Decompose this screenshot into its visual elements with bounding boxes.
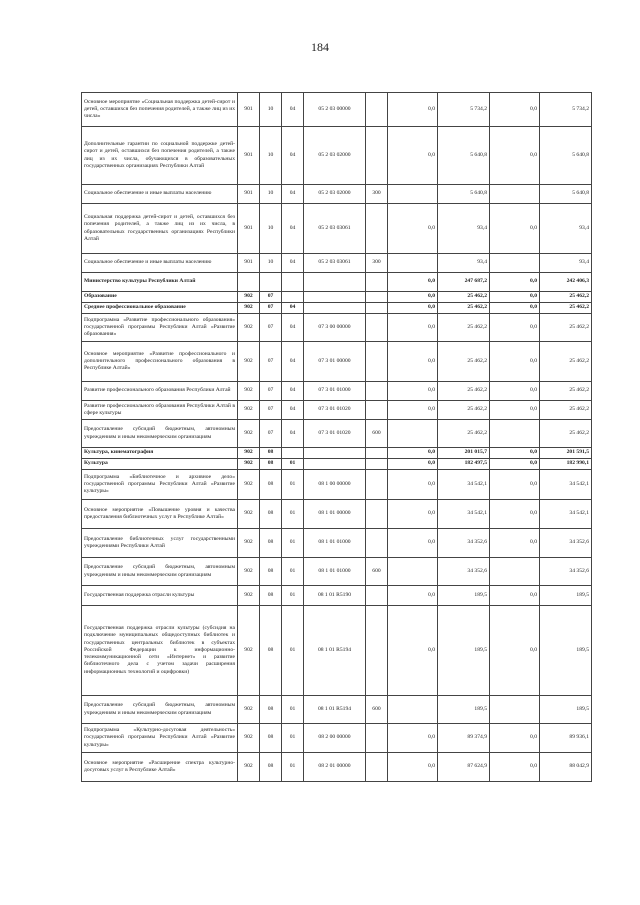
target-article-cell bbox=[304, 448, 366, 459]
target-article-cell: 05 2 03 02000 bbox=[304, 185, 366, 204]
expense-type-cell bbox=[366, 314, 388, 342]
subsection-code-cell: 04 bbox=[282, 303, 304, 314]
section-code-cell: 08 bbox=[260, 606, 282, 696]
ved-code-cell: 902 bbox=[238, 314, 260, 342]
subsection-code-cell: 04 bbox=[282, 204, 304, 254]
amount-cell-2: 25 462,2 bbox=[438, 401, 490, 420]
table-row bbox=[82, 529, 592, 558]
table-row bbox=[82, 382, 592, 401]
table-row bbox=[82, 292, 592, 303]
amount-cell-3: 0,0 bbox=[490, 292, 540, 303]
amount-cell-1: 0,0 bbox=[388, 342, 438, 382]
amount-cell-4: 25 462,2 bbox=[540, 401, 592, 420]
target-article-cell: 08 2 00 00000 bbox=[304, 724, 366, 753]
table-row bbox=[82, 273, 592, 292]
expense-type-cell: 300 bbox=[366, 185, 388, 204]
row-name-cell: Социальное обеспечение и иные выплаты населению bbox=[82, 185, 238, 204]
section-code-cell: 08 bbox=[260, 500, 282, 529]
target-article-cell bbox=[304, 292, 366, 303]
subsection-code-cell: 01 bbox=[282, 724, 304, 753]
expense-type-cell: 300 bbox=[366, 254, 388, 273]
ved-code-cell: 901 bbox=[238, 127, 260, 185]
ved-code-cell: 902 bbox=[238, 606, 260, 696]
expense-type-cell bbox=[366, 303, 388, 314]
table-row bbox=[82, 254, 592, 273]
amount-cell-1: 0,0 bbox=[388, 459, 438, 470]
row-name-cell: Основное мероприятие «Расширение спектра культурно-досуговых услуг в Республике Алтай» bbox=[82, 753, 238, 782]
section-code-cell: 08 bbox=[260, 586, 282, 606]
subsection-code-cell: 04 bbox=[282, 185, 304, 204]
target-article-cell bbox=[304, 459, 366, 470]
section-code-cell: 10 bbox=[260, 93, 282, 127]
ved-code-cell: 902 bbox=[238, 292, 260, 303]
expense-type-cell bbox=[366, 292, 388, 303]
amount-cell-4: 25 462,2 bbox=[540, 303, 592, 314]
subsection-code-cell bbox=[282, 292, 304, 303]
subsection-code-cell: 04 bbox=[282, 401, 304, 420]
amount-cell-4: 88 042,9 bbox=[540, 753, 592, 782]
ved-code-cell: 902 bbox=[238, 586, 260, 606]
amount-cell-1: 0,0 bbox=[388, 500, 438, 529]
amount-cell-1 bbox=[388, 696, 438, 724]
ved-code-cell: 902 bbox=[238, 529, 260, 558]
subsection-code-cell: 01 bbox=[282, 558, 304, 586]
amount-cell-2: 89 374,9 bbox=[438, 724, 490, 753]
amount-cell-1: 0,0 bbox=[388, 606, 438, 696]
amount-cell-4: 201 591,5 bbox=[540, 448, 592, 459]
table-row bbox=[82, 127, 592, 185]
ved-code-cell: 901 bbox=[238, 204, 260, 254]
amount-cell-4: 5 734,2 bbox=[540, 93, 592, 127]
row-name-cell: Государственная поддержка отрасли культуры bbox=[82, 586, 238, 606]
subsection-code-cell: 04 bbox=[282, 93, 304, 127]
amount-cell-4: 182 990,1 bbox=[540, 459, 592, 470]
target-article-cell: 08 2 01 00000 bbox=[304, 753, 366, 782]
target-article-cell bbox=[304, 273, 366, 292]
amount-cell-1: 0,0 bbox=[388, 204, 438, 254]
section-code-cell: 07 bbox=[260, 420, 282, 448]
amount-cell-4: 242 406,3 bbox=[540, 273, 592, 292]
expense-type-cell bbox=[366, 382, 388, 401]
amount-cell-2: 247 687,2 bbox=[438, 273, 490, 292]
amount-cell-2: 25 462,2 bbox=[438, 342, 490, 382]
target-article-cell: 07 3 01 01020 bbox=[304, 420, 366, 448]
subsection-code-cell: 04 bbox=[282, 420, 304, 448]
amount-cell-2: 93,4 bbox=[438, 254, 490, 273]
subsection-code-cell bbox=[282, 273, 304, 292]
amount-cell-4: 34 542,1 bbox=[540, 500, 592, 529]
amount-cell-3: 0,0 bbox=[490, 448, 540, 459]
row-name-cell: Образование bbox=[82, 292, 238, 303]
row-name-cell: Основное мероприятие «Повышение уровня и качества предоставления библиотечных услуг в Республике Алтай» bbox=[82, 500, 238, 529]
amount-cell-3 bbox=[490, 558, 540, 586]
amount-cell-2: 93,4 bbox=[438, 204, 490, 254]
amount-cell-4: 25 462,2 bbox=[540, 314, 592, 342]
section-code-cell: 07 bbox=[260, 303, 282, 314]
subsection-code-cell: 01 bbox=[282, 696, 304, 724]
expense-type-cell bbox=[366, 93, 388, 127]
table-row bbox=[82, 724, 592, 753]
target-article-cell: 08 1 01 R5190 bbox=[304, 586, 366, 606]
subsection-code-cell: 01 bbox=[282, 459, 304, 470]
amount-cell-4: 34 542,1 bbox=[540, 470, 592, 500]
expense-type-cell bbox=[366, 724, 388, 753]
amount-cell-3: 0,0 bbox=[490, 586, 540, 606]
ved-code-cell: 902 bbox=[238, 558, 260, 586]
row-name-cell: Социальное обеспечение и иные выплаты населению bbox=[82, 254, 238, 273]
ved-code-cell bbox=[238, 273, 260, 292]
subsection-code-cell: 01 bbox=[282, 470, 304, 500]
amount-cell-1 bbox=[388, 185, 438, 204]
expense-type-cell bbox=[366, 273, 388, 292]
table-row bbox=[82, 753, 592, 782]
amount-cell-2: 182 497,5 bbox=[438, 459, 490, 470]
table-row bbox=[82, 586, 592, 606]
amount-cell-2: 201 015,7 bbox=[438, 448, 490, 459]
ved-code-cell: 902 bbox=[238, 696, 260, 724]
amount-cell-3: 0,0 bbox=[490, 470, 540, 500]
amount-cell-1: 0,0 bbox=[388, 314, 438, 342]
amount-cell-2: 87 624,9 bbox=[438, 753, 490, 782]
ved-code-cell: 901 bbox=[238, 93, 260, 127]
expense-type-cell bbox=[366, 500, 388, 529]
target-article-cell: 07 3 01 00000 bbox=[304, 342, 366, 382]
table-row bbox=[82, 500, 592, 529]
amount-cell-1: 0,0 bbox=[388, 753, 438, 782]
ved-code-cell: 902 bbox=[238, 342, 260, 382]
amount-cell-3: 0,0 bbox=[490, 459, 540, 470]
target-article-cell: 08 1 01 00000 bbox=[304, 500, 366, 529]
amount-cell-1 bbox=[388, 558, 438, 586]
target-article-cell: 05 2 03 03061 bbox=[304, 254, 366, 273]
amount-cell-1: 0,0 bbox=[388, 448, 438, 459]
amount-cell-4: 25 462,2 bbox=[540, 382, 592, 401]
subsection-code-cell: 01 bbox=[282, 606, 304, 696]
amount-cell-1: 0,0 bbox=[388, 470, 438, 500]
amount-cell-3: 0,0 bbox=[490, 303, 540, 314]
amount-cell-1: 0,0 bbox=[388, 382, 438, 401]
amount-cell-2: 34 352,6 bbox=[438, 529, 490, 558]
target-article-cell: 05 2 03 02000 bbox=[304, 127, 366, 185]
subsection-code-cell: 01 bbox=[282, 500, 304, 529]
subsection-code-cell: 04 bbox=[282, 342, 304, 382]
row-name-cell: Предоставление библиотечных услуг государственными учреждениями Республики Алтай bbox=[82, 529, 238, 558]
section-code-cell: 10 bbox=[260, 185, 282, 204]
row-name-cell: Развитие профессионального образования Республики Алтай в сфере культуры bbox=[82, 401, 238, 420]
table-row bbox=[82, 558, 592, 586]
expense-type-cell bbox=[366, 127, 388, 185]
amount-cell-2: 25 462,2 bbox=[438, 382, 490, 401]
amount-cell-4: 93,4 bbox=[540, 254, 592, 273]
target-article-cell: 08 1 00 00000 bbox=[304, 470, 366, 500]
ved-code-cell: 902 bbox=[238, 470, 260, 500]
expense-type-cell bbox=[366, 401, 388, 420]
subsection-code-cell bbox=[282, 448, 304, 459]
amount-cell-3 bbox=[490, 185, 540, 204]
section-code-cell: 08 bbox=[260, 753, 282, 782]
amount-cell-3: 0,0 bbox=[490, 401, 540, 420]
table-row bbox=[82, 606, 592, 696]
table-row bbox=[82, 185, 592, 204]
table-row bbox=[82, 342, 592, 382]
amount-cell-4: 34 352,6 bbox=[540, 529, 592, 558]
amount-cell-3: 0,0 bbox=[490, 382, 540, 401]
amount-cell-2: 5 640,8 bbox=[438, 127, 490, 185]
amount-cell-1: 0,0 bbox=[388, 529, 438, 558]
section-code-cell: 08 bbox=[260, 529, 282, 558]
table-row bbox=[82, 401, 592, 420]
table-row bbox=[82, 470, 592, 500]
amount-cell-2: 25 462,2 bbox=[438, 420, 490, 448]
amount-cell-1: 0,0 bbox=[388, 724, 438, 753]
expense-type-cell: 600 bbox=[366, 558, 388, 586]
amount-cell-2: 34 542,1 bbox=[438, 500, 490, 529]
expense-type-cell bbox=[366, 529, 388, 558]
section-code-cell: 07 bbox=[260, 314, 282, 342]
amount-cell-1: 0,0 bbox=[388, 401, 438, 420]
row-name-cell: Основное мероприятие «Социальная поддержка детей-сирот и детей, оставшихся без попечения родителей, а также лиц из их числа» bbox=[82, 93, 238, 127]
amount-cell-1: 0,0 bbox=[388, 93, 438, 127]
amount-cell-1: 0,0 bbox=[388, 273, 438, 292]
section-code-cell: 10 bbox=[260, 204, 282, 254]
section-code-cell: 07 bbox=[260, 382, 282, 401]
section-code-cell: 07 bbox=[260, 401, 282, 420]
section-code-cell: 08 bbox=[260, 558, 282, 586]
amount-cell-4: 189,5 bbox=[540, 696, 592, 724]
target-article-cell: 08 1 01 R5194 bbox=[304, 606, 366, 696]
amount-cell-4: 25 462,2 bbox=[540, 292, 592, 303]
subsection-code-cell: 04 bbox=[282, 254, 304, 273]
table-row bbox=[82, 459, 592, 470]
expense-type-cell bbox=[366, 448, 388, 459]
expense-type-cell: 600 bbox=[366, 696, 388, 724]
ved-code-cell: 902 bbox=[238, 500, 260, 529]
section-code-cell: 08 bbox=[260, 470, 282, 500]
amount-cell-3: 0,0 bbox=[490, 314, 540, 342]
amount-cell-3 bbox=[490, 420, 540, 448]
subsection-code-cell: 01 bbox=[282, 586, 304, 606]
amount-cell-1 bbox=[388, 420, 438, 448]
section-code-cell: 10 bbox=[260, 127, 282, 185]
amount-cell-3: 0,0 bbox=[490, 500, 540, 529]
amount-cell-1: 0,0 bbox=[388, 586, 438, 606]
row-name-cell: Предоставление субсидий бюджетным, автономным учреждениям и иным некоммерческим организациям bbox=[82, 696, 238, 724]
ved-code-cell: 902 bbox=[238, 448, 260, 459]
amount-cell-3 bbox=[490, 696, 540, 724]
row-name-cell: Государственная поддержка отрасли культуры (субсидия на подключение муниципальных общедоступных библиотек и государственных центральных библиотек в субъектах Российской Федерации к информационно-телекоммуникационной сети «Интернет» и развитие библиотечного дела с учетом задачи расширения информационных технологий и оцифровки) bbox=[82, 606, 238, 696]
amount-cell-4: 93,4 bbox=[540, 204, 592, 254]
section-code-cell: 08 bbox=[260, 459, 282, 470]
amount-cell-2: 189,5 bbox=[438, 586, 490, 606]
table-row bbox=[82, 314, 592, 342]
ved-code-cell: 902 bbox=[238, 382, 260, 401]
ved-code-cell: 902 bbox=[238, 303, 260, 314]
target-article-cell: 08 1 01 01000 bbox=[304, 558, 366, 586]
amount-cell-2: 25 462,2 bbox=[438, 292, 490, 303]
amount-cell-2: 5 640,8 bbox=[438, 185, 490, 204]
target-article-cell: 08 1 01 R5194 bbox=[304, 696, 366, 724]
amount-cell-3: 0,0 bbox=[490, 724, 540, 753]
ved-code-cell: 901 bbox=[238, 185, 260, 204]
expense-type-cell bbox=[366, 606, 388, 696]
amount-cell-2: 34 542,1 bbox=[438, 470, 490, 500]
ved-code-cell: 902 bbox=[238, 724, 260, 753]
amount-cell-3: 0,0 bbox=[490, 127, 540, 185]
amount-cell-3 bbox=[490, 254, 540, 273]
amount-cell-1: 0,0 bbox=[388, 303, 438, 314]
amount-cell-3: 0,0 bbox=[490, 204, 540, 254]
section-code-cell: 08 bbox=[260, 724, 282, 753]
row-name-cell: Подпрограмма «Развитие профессионального образования» государственной программы Республики Алтай «Развитие образования» bbox=[82, 314, 238, 342]
amount-cell-4: 5 640,8 bbox=[540, 185, 592, 204]
amount-cell-4: 5 640,8 bbox=[540, 127, 592, 185]
table-row bbox=[82, 93, 592, 127]
table-row bbox=[82, 303, 592, 314]
expense-type-cell bbox=[366, 459, 388, 470]
section-code-cell: 08 bbox=[260, 448, 282, 459]
expense-type-cell bbox=[366, 342, 388, 382]
ved-code-cell: 902 bbox=[238, 420, 260, 448]
expense-type-cell bbox=[366, 586, 388, 606]
row-name-cell: Среднее профессиональное образование bbox=[82, 303, 238, 314]
budget-table bbox=[81, 92, 592, 782]
amount-cell-2: 34 352,6 bbox=[438, 558, 490, 586]
row-name-cell: Развитие профессионального образования Республики Алтай bbox=[82, 382, 238, 401]
row-name-cell: Подпрограмма «Библиотечное и архивное дело» государственной программы Республики Алтай «Развитие культуры» bbox=[82, 470, 238, 500]
row-name-cell: Культура, кинематография bbox=[82, 448, 238, 459]
amount-cell-4: 189,5 bbox=[540, 606, 592, 696]
amount-cell-3: 0,0 bbox=[490, 273, 540, 292]
table-row bbox=[82, 696, 592, 724]
row-name-cell: Дополнительные гарантии по социальной поддержке детей-сирот и детей, оставшихся без попечения родителей, а также лиц из их числа, обучающихся в образовательных государственных организациях Республики Алтай bbox=[82, 127, 238, 185]
amount-cell-1: 0,0 bbox=[388, 292, 438, 303]
target-article-cell: 05 2 03 03061 bbox=[304, 204, 366, 254]
target-article-cell: 05 2 03 00000 bbox=[304, 93, 366, 127]
subsection-code-cell: 04 bbox=[282, 314, 304, 342]
amount-cell-4: 89 936,1 bbox=[540, 724, 592, 753]
table-row bbox=[82, 204, 592, 254]
subsection-code-cell: 01 bbox=[282, 529, 304, 558]
section-code-cell: 10 bbox=[260, 254, 282, 273]
amount-cell-2: 5 734,2 bbox=[438, 93, 490, 127]
ved-code-cell: 902 bbox=[238, 753, 260, 782]
amount-cell-3: 0,0 bbox=[490, 529, 540, 558]
expense-type-cell bbox=[366, 204, 388, 254]
amount-cell-4: 25 462,2 bbox=[540, 420, 592, 448]
row-name-cell: Министерство культуры Республики Алтай bbox=[82, 273, 238, 292]
amount-cell-1 bbox=[388, 254, 438, 273]
expense-type-cell: 600 bbox=[366, 420, 388, 448]
amount-cell-2: 25 462,2 bbox=[438, 303, 490, 314]
target-article-cell: 07 3 00 00000 bbox=[304, 314, 366, 342]
page-number: 184 bbox=[311, 40, 329, 54]
amount-cell-3: 0,0 bbox=[490, 342, 540, 382]
amount-cell-3: 0,0 bbox=[490, 93, 540, 127]
amount-cell-2: 189,5 bbox=[438, 696, 490, 724]
ved-code-cell: 902 bbox=[238, 459, 260, 470]
amount-cell-4: 25 462,2 bbox=[540, 342, 592, 382]
target-article-cell: 07 3 01 01000 bbox=[304, 382, 366, 401]
row-name-cell: Предоставление субсидий бюджетным, автономным учреждениям и иным некоммерческим организациям bbox=[82, 420, 238, 448]
row-name-cell: Основное мероприятие «Развитие профессионального и дополнительного профессионального образования в Республике Алтай» bbox=[82, 342, 238, 382]
ved-code-cell: 902 bbox=[238, 401, 260, 420]
subsection-code-cell: 04 bbox=[282, 127, 304, 185]
amount-cell-4: 34 352,6 bbox=[540, 558, 592, 586]
row-name-cell: Предоставление субсидий бюджетным, автономным учреждениям и иным некоммерческим организациям bbox=[82, 558, 238, 586]
subsection-code-cell: 01 bbox=[282, 753, 304, 782]
amount-cell-4: 189,5 bbox=[540, 586, 592, 606]
amount-cell-2: 189,5 bbox=[438, 606, 490, 696]
table-row bbox=[82, 448, 592, 459]
target-article-cell: 08 1 01 01000 bbox=[304, 529, 366, 558]
table-row bbox=[82, 420, 592, 448]
amount-cell-1: 0,0 bbox=[388, 127, 438, 185]
expense-type-cell bbox=[366, 470, 388, 500]
row-name-cell: Культура bbox=[82, 459, 238, 470]
target-article-cell bbox=[304, 303, 366, 314]
section-code-cell: 08 bbox=[260, 696, 282, 724]
row-name-cell: Подпрограмма «Культурно-досуговая деятельность» государственной программы Республики Алтай «Развитие культуры» bbox=[82, 724, 238, 753]
section-code-cell: 07 bbox=[260, 292, 282, 303]
target-article-cell: 07 3 01 01020 bbox=[304, 401, 366, 420]
amount-cell-3: 0,0 bbox=[490, 753, 540, 782]
expense-type-cell bbox=[366, 753, 388, 782]
subsection-code-cell: 04 bbox=[282, 382, 304, 401]
ved-code-cell: 901 bbox=[238, 254, 260, 273]
row-name-cell: Социальная поддержка детей-сирот и детей, оставшихся без попечения родителей, а также лиц из их числа, в образовательных государственных организациях Республики Алтай bbox=[82, 204, 238, 254]
amount-cell-2: 25 462,2 bbox=[438, 314, 490, 342]
amount-cell-3: 0,0 bbox=[490, 606, 540, 696]
section-code-cell bbox=[260, 273, 282, 292]
section-code-cell: 07 bbox=[260, 342, 282, 382]
